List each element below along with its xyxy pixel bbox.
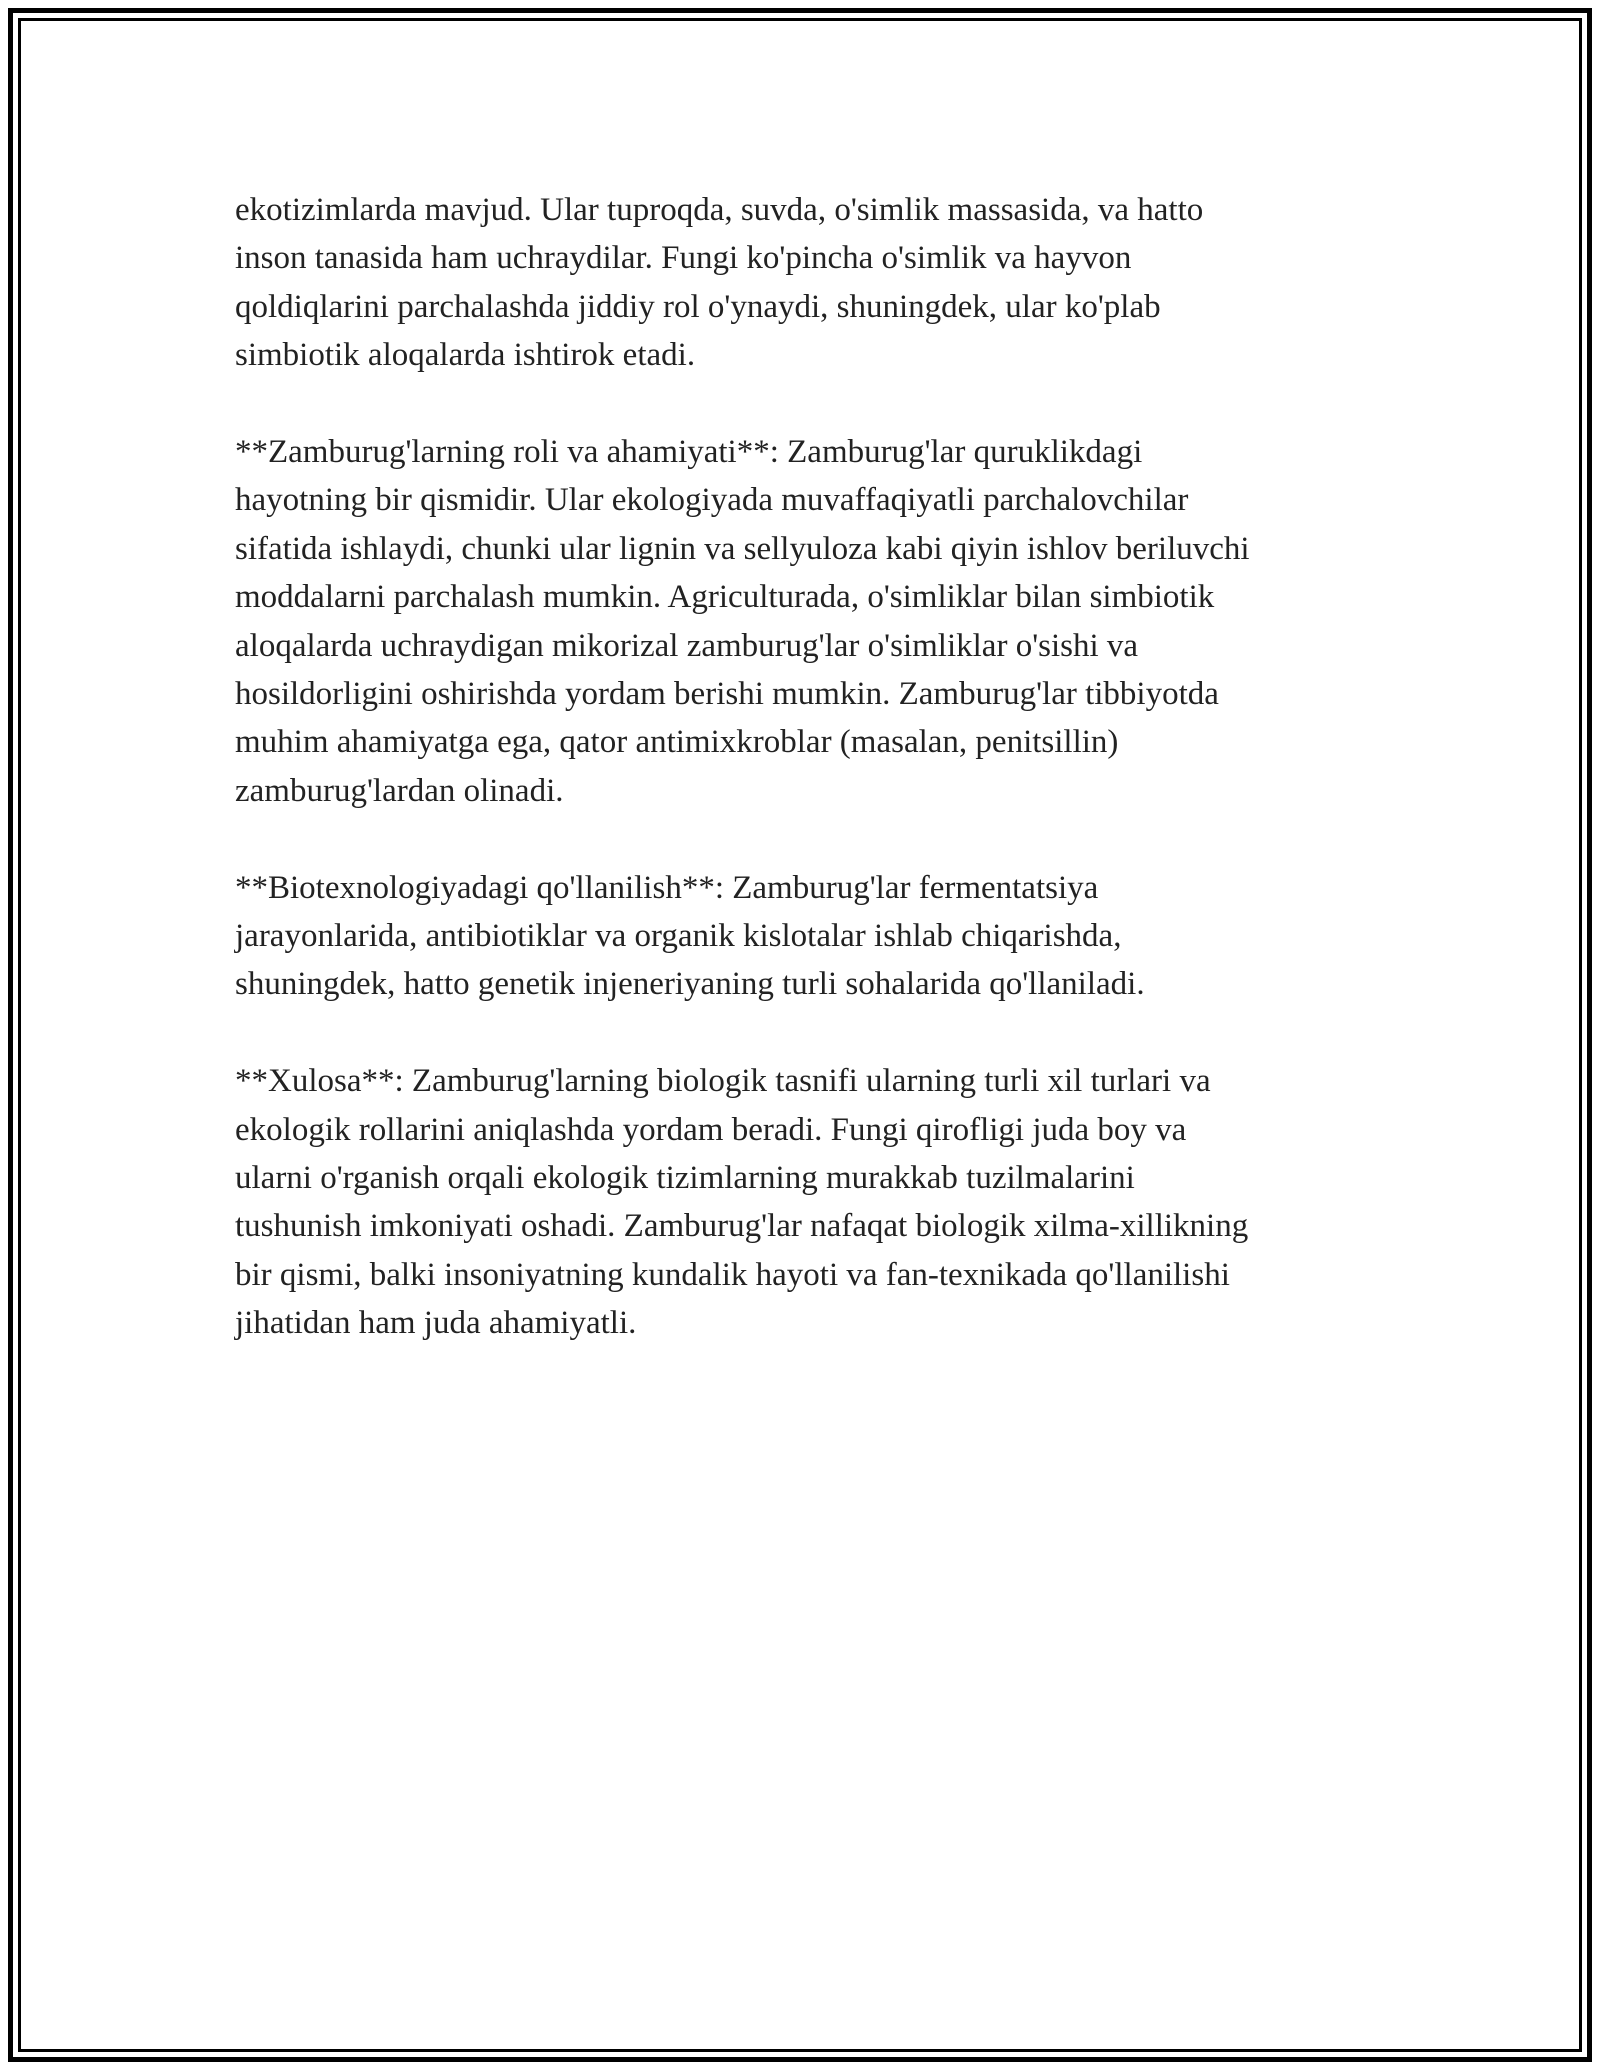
paragraph-ecosystems: ekotizimlarda mavjud. Ular tuproqda, suvda, o'simlik massasida, va hatto inson tanasida ham uchraydilar. Fungi ko'pincha o'simlik va hayvon qoldiqlarini parchalashda jiddiy rol o'ynaydi, shuningdek, ular ko'plab simbiotik aloqalarda ishtirok etadi. [235, 192, 1204, 374]
paragraph-biotechnology: **Biotexnologiyadagi qo'llanilish**: Zamburug'lar fermentatsiya jarayonlarida, antibiotiklar va organik kislotalar ishlab chiqarishda, shuningdek, hatto genetik injeneriyaning turli sohalarida qo'llaniladi. [235, 869, 1145, 1003]
document-body [235, 186, 1375, 1396]
paragraph-role-importance: **Zamburug'larning roli va ahamiyati**: Zamburug'lar quruklikdagi hayotning bir qismidir. Ular ekologiyada muvaffaqiyatli parchalovchilar sifatida ishlaydi, chunki ular lignin va sellyuloza kabi qiyin ishlov beriluvchi moddalarni parchalash mumkin. Agriculturada, o'simliklar bilan simbiotik aloqalarda uchraydigan mikorizal zamburug'lar o'simliklar o'sishi va hosildorligini oshirishda yordam berishi mumkin. Zamburug'lar tibbiyotda muhim ahamiyatga ega, qator antimixkroblar (masalan, penitsillin) zamburug'lardan olinadi. [235, 434, 1250, 809]
paragraph-conclusion: **Xulosa**: Zamburug'larning biologik tasnifi ularning turli xil turlari va ekologik rollarini aniqlashda yordam beradi. Fungi qirofligi juda boy va ularni o'rganish orqali ekologik tizimlarning murakkab tuzilmalarini tushunish imkoniyati oshadi. Zamburug'lar nafaqat biologik xilma-xillikning bir qismi, balki insoniyatning kundalik hayoti va fan-texnikada qo'llanilishi jihatidan ham juda ahamiyatli. [235, 1063, 1249, 1342]
